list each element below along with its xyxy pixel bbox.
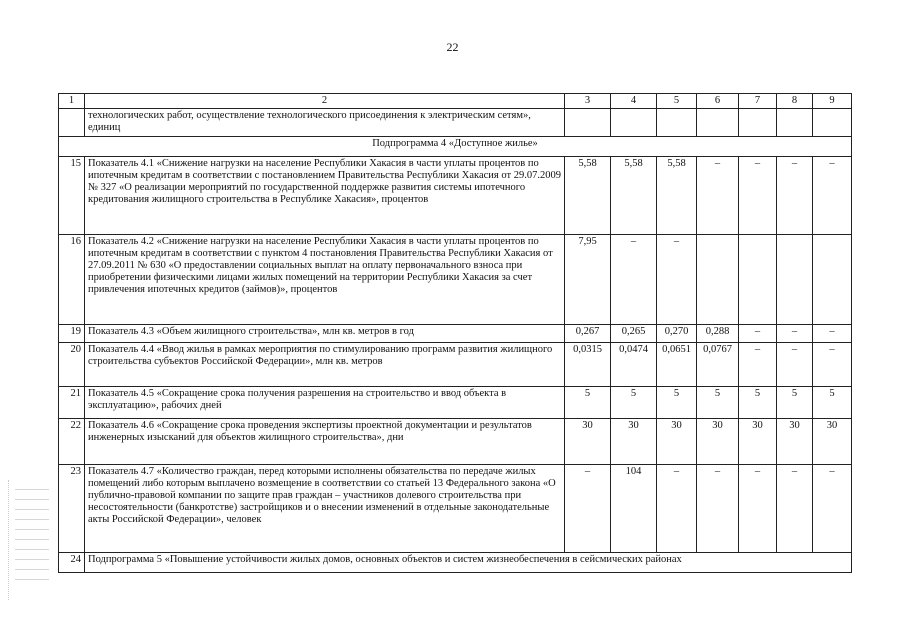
indicator-value: – bbox=[777, 156, 813, 234]
indicator-value: – bbox=[739, 324, 777, 342]
row-number: 23 bbox=[59, 464, 85, 552]
indicator-value: 0,288 bbox=[697, 324, 739, 342]
indicator-description: Показатель 4.4 «Ввод жилья в рамках мероприятия по стимулированию программ развития жилищного строительства субъектов Российской Федерации», млн кв. метров bbox=[85, 342, 565, 386]
indicator-value: – bbox=[697, 156, 739, 234]
table-row bbox=[59, 324, 852, 342]
indicator-value: – bbox=[697, 464, 739, 552]
subprogram-row bbox=[59, 552, 852, 572]
indicator-value: 5 bbox=[611, 386, 657, 418]
subprogram-row bbox=[59, 136, 852, 156]
indicator-value bbox=[611, 109, 657, 136]
indicator-value: 30 bbox=[777, 418, 813, 464]
subprogram-title: Подпрограмма 4 «Доступное жилье» bbox=[59, 136, 852, 156]
indicator-value bbox=[739, 234, 777, 324]
indicator-value: – bbox=[565, 464, 611, 552]
indicator-description: Показатель 4.2 «Снижение нагрузки на население Республики Хакасия в части уплаты процентов по ипотечным кредитам в соответствии с пунктом 4 постановления Правительства Республики Хакасия от 27.09.2011 № 630 «О предоставлении социальных выплат на оплату первоначального взноса при приобретении физическими лицами жилых помещений на территории Республики Хакасия за счет привлечения ипотечных кредитов (займов)», процентов bbox=[85, 234, 565, 324]
column-header: 4 bbox=[611, 94, 657, 109]
indicator-value: – bbox=[813, 342, 852, 386]
indicator-value: – bbox=[777, 464, 813, 552]
indicator-value: 7,95 bbox=[565, 234, 611, 324]
column-header: 1 bbox=[59, 94, 85, 109]
indicator-value: 0,267 bbox=[565, 324, 611, 342]
table-row bbox=[59, 418, 852, 464]
indicator-value: 0,0767 bbox=[697, 342, 739, 386]
indicator-value bbox=[697, 109, 739, 136]
indicator-value: – bbox=[739, 464, 777, 552]
row-number: 24 bbox=[59, 552, 85, 572]
indicator-value: 30 bbox=[697, 418, 739, 464]
indicator-value: 5 bbox=[739, 386, 777, 418]
column-header: 2 bbox=[85, 94, 565, 109]
row-number: 22 bbox=[59, 418, 85, 464]
indicator-value bbox=[697, 234, 739, 324]
header-row bbox=[59, 94, 852, 109]
indicator-description: Показатель 4.5 «Сокращение срока получения разрешения на строительство и ввод объекта в эксплуатацию», рабочих дней bbox=[85, 386, 565, 418]
indicator-description: Показатель 4.6 «Сокращение срока проведения экспертизы проектной документации и результатов инженерных изысканий для объектов жилищного строительства», дни bbox=[85, 418, 565, 464]
indicator-value: – bbox=[739, 156, 777, 234]
indicator-value: – bbox=[777, 342, 813, 386]
column-header: 5 bbox=[657, 94, 697, 109]
indicator-value: 5,58 bbox=[611, 156, 657, 234]
table-row bbox=[59, 464, 852, 552]
row-number: 20 bbox=[59, 342, 85, 386]
table-row bbox=[59, 342, 852, 386]
indicator-value bbox=[777, 109, 813, 136]
row-number: 19 bbox=[59, 324, 85, 342]
table-row bbox=[59, 156, 852, 234]
row-number bbox=[59, 109, 85, 136]
indicator-value: – bbox=[777, 324, 813, 342]
indicator-value: 30 bbox=[813, 418, 852, 464]
indicator-description: Показатель 4.3 «Объем жилищного строительства», млн кв. метров в год bbox=[85, 324, 565, 342]
indicator-value bbox=[813, 109, 852, 136]
row-number: 21 bbox=[59, 386, 85, 418]
indicator-value bbox=[565, 109, 611, 136]
indicator-value: – bbox=[739, 342, 777, 386]
indicator-value: 0,0315 bbox=[565, 342, 611, 386]
table-row bbox=[59, 109, 852, 136]
indicator-value: 5 bbox=[565, 386, 611, 418]
indicator-value bbox=[777, 234, 813, 324]
column-header: 3 bbox=[565, 94, 611, 109]
indicator-value: – bbox=[813, 156, 852, 234]
indicator-value: – bbox=[813, 464, 852, 552]
indicator-value: 0,265 bbox=[611, 324, 657, 342]
table-row bbox=[59, 234, 852, 324]
indicator-value: 5 bbox=[657, 386, 697, 418]
margin-stamp bbox=[8, 480, 55, 600]
table-row bbox=[59, 386, 852, 418]
indicator-value: – bbox=[813, 324, 852, 342]
indicator-value: – bbox=[611, 234, 657, 324]
indicator-value: – bbox=[657, 464, 697, 552]
indicator-value: 104 bbox=[611, 464, 657, 552]
indicator-value bbox=[813, 234, 852, 324]
indicator-value bbox=[739, 109, 777, 136]
indicator-value: 30 bbox=[657, 418, 697, 464]
indicator-value: 30 bbox=[565, 418, 611, 464]
indicator-value: 5,58 bbox=[565, 156, 611, 234]
indicator-value: 30 bbox=[611, 418, 657, 464]
indicator-value bbox=[657, 109, 697, 136]
indicator-value: 0,0474 bbox=[611, 342, 657, 386]
indicator-value: 0,270 bbox=[657, 324, 697, 342]
indicator-value: 30 bbox=[739, 418, 777, 464]
subprogram-title: Подпрограмма 5 «Повышение устойчивости жилых домов, основных объектов и систем жизнеобеспечения в сейсмических районах bbox=[85, 552, 852, 572]
indicator-value: 5,58 bbox=[657, 156, 697, 234]
indicator-value: 0,0651 bbox=[657, 342, 697, 386]
indicator-value: – bbox=[657, 234, 697, 324]
indicator-description: технологических работ, осуществление технологического присоединения к электрическим сетям», единиц bbox=[85, 109, 565, 136]
row-number: 16 bbox=[59, 234, 85, 324]
indicator-description: Показатель 4.7 «Количество граждан, перед которыми исполнены обязательства по передаче жилых помещений либо которым выплачено возмещение в соответствии со статьей 13 Федерального закона «О публично-правовой компании по защите прав граждан – участников долевого строительства при несостоятельности (банкротстве) застройщиков и о внесении изменений в отдельные законодательные акты Российской Федерации», человек bbox=[85, 464, 565, 552]
column-header: 7 bbox=[739, 94, 777, 109]
indicator-value: 5 bbox=[777, 386, 813, 418]
column-header: 9 bbox=[813, 94, 852, 109]
indicator-value: 5 bbox=[697, 386, 739, 418]
column-header: 8 bbox=[777, 94, 813, 109]
indicator-description: Показатель 4.1 «Снижение нагрузки на население Республики Хакасия в части уплаты процентов по ипотечным кредитам в соответствии с постановлением Правительства Республики Хакасия от 29.07.2009 № 327 «О реализации мероприятий по государственной поддержке развития системы ипотечного кредитования жилищного строительства в Республике Хакасия», процентов bbox=[85, 156, 565, 234]
page-number: 22 bbox=[446, 40, 459, 54]
row-number: 15 bbox=[59, 156, 85, 234]
indicators-table bbox=[58, 93, 852, 573]
column-header: 6 bbox=[697, 94, 739, 109]
indicator-value: 5 bbox=[813, 386, 852, 418]
